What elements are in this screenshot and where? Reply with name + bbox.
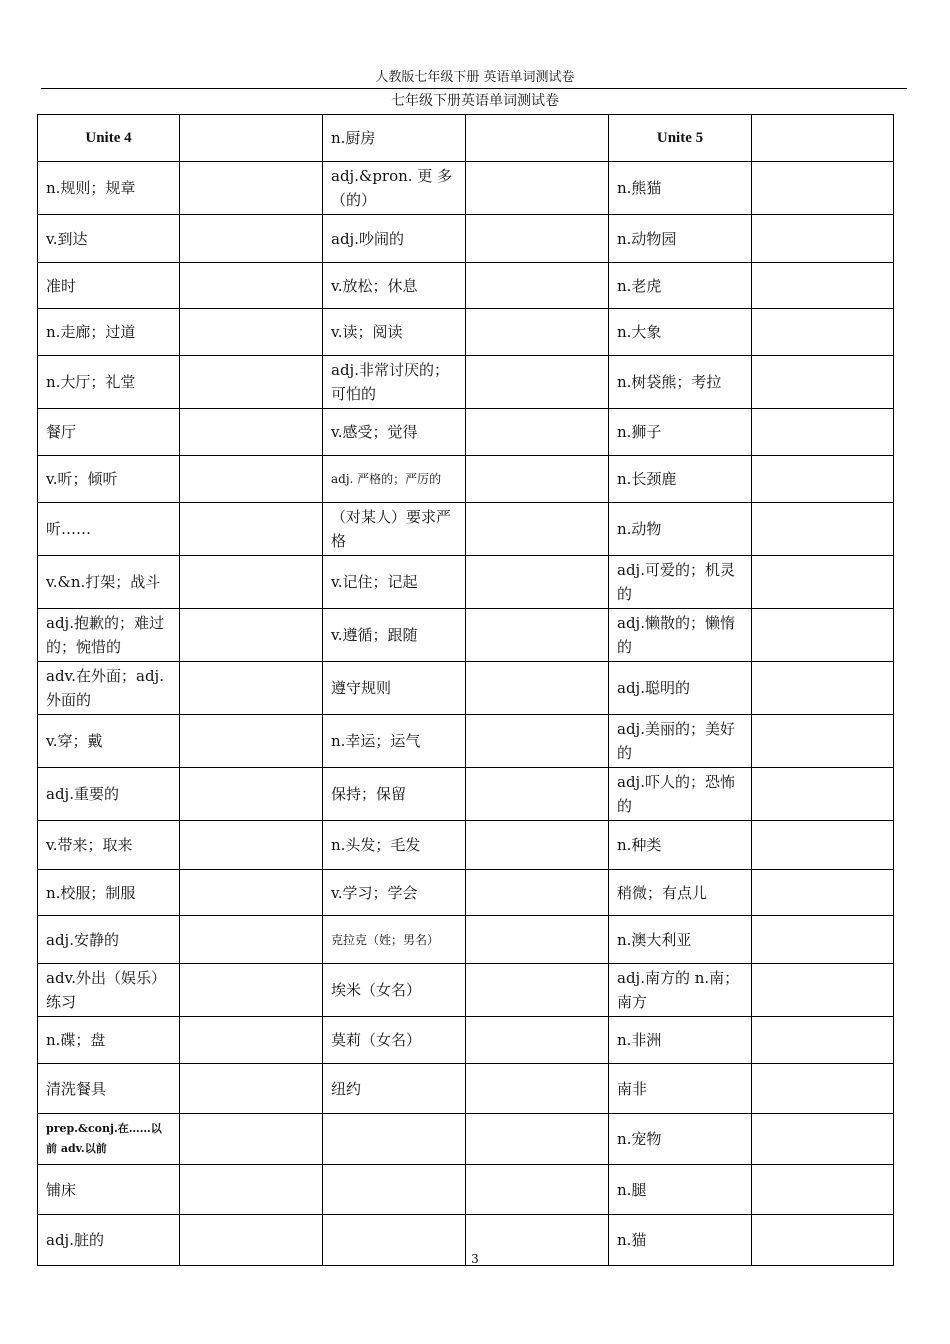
vocab-prompt: 铺床 bbox=[38, 1165, 180, 1215]
answer-cell[interactable] bbox=[466, 409, 609, 456]
vocab-prompt: v.到达 bbox=[38, 215, 180, 263]
vocab-prompt: 克拉克（姓；男名） bbox=[323, 916, 466, 964]
table-row bbox=[38, 768, 894, 821]
answer-cell[interactable] bbox=[752, 821, 894, 870]
answer-cell[interactable] bbox=[752, 1114, 894, 1165]
answer-cell[interactable] bbox=[752, 1165, 894, 1215]
answer-cell[interactable] bbox=[752, 215, 894, 263]
vocab-prompt: 准时 bbox=[38, 263, 180, 309]
header-rule bbox=[41, 88, 907, 89]
vocab-prompt: adj.南方的 n.南；南方 bbox=[609, 964, 752, 1017]
vocab-prompt: adj.非常讨厌的；可怕的 bbox=[323, 356, 466, 409]
answer-cell[interactable] bbox=[752, 309, 894, 356]
answer-cell[interactable] bbox=[466, 456, 609, 503]
answer-cell[interactable] bbox=[180, 1114, 323, 1165]
vocab-prompt: n.熊猫 bbox=[609, 162, 752, 215]
vocab-prompt: v.感受；觉得 bbox=[323, 409, 466, 456]
answer-cell[interactable] bbox=[466, 768, 609, 821]
vocab-prompt: 埃米（女名） bbox=[323, 964, 466, 1017]
vocab-prompt: n.长颈鹿 bbox=[609, 456, 752, 503]
answer-cell[interactable] bbox=[752, 662, 894, 715]
vocab-prompt: v.学习；学会 bbox=[323, 870, 466, 916]
vocab-prompt: v.&n.打架；战斗 bbox=[38, 556, 180, 609]
vocab-prompt: n.非洲 bbox=[609, 1017, 752, 1064]
vocab-prompt: n.头发；毛发 bbox=[323, 821, 466, 870]
answer-cell[interactable] bbox=[466, 162, 609, 215]
vocab-prompt: v.带来；取来 bbox=[38, 821, 180, 870]
vocab-prompt: n.宠物 bbox=[609, 1114, 752, 1165]
vocab-prompt: n.动物园 bbox=[609, 215, 752, 263]
vocab-prompt: adj.抱歉的；难过的；惋惜的 bbox=[38, 609, 180, 662]
answer-cell[interactable] bbox=[466, 356, 609, 409]
answer-cell[interactable] bbox=[466, 556, 609, 609]
answer-cell[interactable] bbox=[752, 715, 894, 768]
answer-cell[interactable] bbox=[752, 916, 894, 964]
vocab-prompt: adv.在外面；adj.外面的 bbox=[38, 662, 180, 715]
answer-cell[interactable] bbox=[752, 263, 894, 309]
table-row bbox=[38, 263, 894, 309]
answer-cell[interactable] bbox=[752, 768, 894, 821]
vocab-prompt: adj.重要的 bbox=[38, 768, 180, 821]
answer-cell[interactable] bbox=[180, 309, 323, 356]
table-row bbox=[38, 556, 894, 609]
answer-cell[interactable] bbox=[752, 409, 894, 456]
vocab-prompt: n.校服；制服 bbox=[38, 870, 180, 916]
answer-cell[interactable] bbox=[752, 356, 894, 409]
vocab-prompt: adv.外出（娱乐）练习 bbox=[38, 964, 180, 1017]
vocab-prompt: n.狮子 bbox=[609, 409, 752, 456]
table-row bbox=[38, 162, 894, 215]
table-row bbox=[38, 870, 894, 916]
vocab-prompt: adj.&pron. 更 多（的） bbox=[323, 162, 466, 215]
answer-cell[interactable] bbox=[466, 309, 609, 356]
answer-cell[interactable] bbox=[466, 821, 609, 870]
answer-cell[interactable] bbox=[180, 964, 323, 1017]
answer-cell[interactable] bbox=[466, 1165, 609, 1215]
answer-cell[interactable] bbox=[466, 609, 609, 662]
vocab-prompt: prep.&conj.在……以前 adv.以前 bbox=[38, 1114, 180, 1165]
table-row bbox=[38, 715, 894, 768]
vocab-prompt: n.树袋熊；考拉 bbox=[609, 356, 752, 409]
answer-cell[interactable] bbox=[180, 1017, 323, 1064]
table-row bbox=[38, 503, 894, 556]
vocab-prompt: 清洗餐具 bbox=[38, 1064, 180, 1114]
table-row bbox=[38, 821, 894, 870]
answer-cell[interactable] bbox=[180, 916, 323, 964]
vocab-prompt: n.种类 bbox=[609, 821, 752, 870]
answer-cell[interactable] bbox=[752, 870, 894, 916]
answer-cell[interactable] bbox=[180, 215, 323, 263]
page-number: 3 bbox=[471, 1252, 479, 1266]
vocab-prompt: v.遵循；跟随 bbox=[323, 609, 466, 662]
running-header: 人教版七年级下册 英语单词测试卷 bbox=[375, 70, 575, 85]
answer-cell[interactable] bbox=[180, 263, 323, 309]
answer-cell[interactable] bbox=[466, 964, 609, 1017]
answer-cell[interactable] bbox=[752, 503, 894, 556]
answer-cell[interactable] bbox=[180, 556, 323, 609]
answer-cell[interactable] bbox=[752, 115, 894, 162]
vocab-prompt: n.幸运；运气 bbox=[323, 715, 466, 768]
vocab-prompt: 稍微；有点儿 bbox=[609, 870, 752, 916]
answer-cell[interactable] bbox=[466, 215, 609, 263]
answer-cell[interactable] bbox=[180, 162, 323, 215]
table-row bbox=[38, 1064, 894, 1114]
vocab-prompt: 莫莉（女名） bbox=[323, 1017, 466, 1064]
vocab-prompt: （对某人）要求严格 bbox=[323, 503, 466, 556]
answer-cell[interactable] bbox=[466, 870, 609, 916]
vocab-prompt: adj.安静的 bbox=[38, 916, 180, 964]
answer-cell[interactable] bbox=[180, 456, 323, 503]
vocab-prompt: n.澳大利亚 bbox=[609, 916, 752, 964]
vocab-prompt: adj.美丽的；美好的 bbox=[609, 715, 752, 768]
answer-cell[interactable] bbox=[466, 662, 609, 715]
answer-cell[interactable] bbox=[466, 115, 609, 162]
vocab-prompt: n.动物 bbox=[609, 503, 752, 556]
answer-cell[interactable] bbox=[180, 356, 323, 409]
answer-cell[interactable] bbox=[752, 609, 894, 662]
vocabulary-table bbox=[37, 114, 894, 1266]
answer-cell[interactable] bbox=[752, 1017, 894, 1064]
vocab-prompt: adj.懒散的；懒惰的 bbox=[609, 609, 752, 662]
vocab-prompt: 保持；保留 bbox=[323, 768, 466, 821]
vocab-prompt: n.大象 bbox=[609, 309, 752, 356]
answer-cell[interactable] bbox=[180, 715, 323, 768]
answer-cell[interactable] bbox=[752, 964, 894, 1017]
unit5-header: Unite 5 bbox=[609, 115, 752, 162]
vocab-prompt: n.老虎 bbox=[609, 263, 752, 309]
vocab-prompt: 南非 bbox=[609, 1064, 752, 1114]
table-row bbox=[38, 215, 894, 263]
vocab-prompt: adj.脏的 bbox=[38, 1215, 180, 1266]
answer-cell[interactable] bbox=[466, 1017, 609, 1064]
answer-cell[interactable] bbox=[180, 662, 323, 715]
vocab-prompt: v.记住；记起 bbox=[323, 556, 466, 609]
vocab-prompt: adj.聪明的 bbox=[609, 662, 752, 715]
answer-cell[interactable] bbox=[752, 1064, 894, 1114]
table-row bbox=[38, 964, 894, 1017]
table-row bbox=[38, 356, 894, 409]
answer-cell[interactable] bbox=[180, 115, 323, 162]
table-row bbox=[38, 609, 894, 662]
vocab-prompt: 纽约 bbox=[323, 1064, 466, 1114]
vocab-prompt: v.听；倾听 bbox=[38, 456, 180, 503]
vocab-prompt: adj.吓人的；恐怖的 bbox=[609, 768, 752, 821]
answer-cell[interactable] bbox=[466, 916, 609, 964]
vocab-prompt: n.走廊；过道 bbox=[38, 309, 180, 356]
table-row bbox=[38, 916, 894, 964]
table-row bbox=[38, 1017, 894, 1064]
answer-cell[interactable] bbox=[180, 821, 323, 870]
answer-cell[interactable] bbox=[180, 1165, 323, 1215]
vocab-prompt: n.猫 bbox=[609, 1215, 752, 1266]
answer-cell[interactable] bbox=[752, 456, 894, 503]
answer-cell[interactable] bbox=[180, 409, 323, 456]
table-row bbox=[38, 1114, 894, 1165]
vocab-prompt: n.碟；盘 bbox=[38, 1017, 180, 1064]
table-row bbox=[38, 456, 894, 503]
vocab-prompt: 餐厅 bbox=[38, 409, 180, 456]
table-row bbox=[38, 1165, 894, 1215]
vocab-prompt: adj. 严格的；严厉的 bbox=[323, 456, 466, 503]
answer-cell[interactable] bbox=[466, 1114, 609, 1165]
vocab-prompt: n.大厅；礼堂 bbox=[38, 356, 180, 409]
vocab-prompt: adj.吵闹的 bbox=[323, 215, 466, 263]
answer-cell[interactable] bbox=[180, 870, 323, 916]
answer-cell[interactable] bbox=[752, 162, 894, 215]
vocab-prompt: v.读；阅读 bbox=[323, 309, 466, 356]
vocab-prompt: adj.可爱的；机灵的 bbox=[609, 556, 752, 609]
table-row bbox=[38, 309, 894, 356]
answer-cell[interactable] bbox=[466, 715, 609, 768]
vocab-prompt: n.厨房 bbox=[323, 115, 466, 162]
answer-cell[interactable] bbox=[180, 609, 323, 662]
vocab-prompt bbox=[323, 1114, 466, 1165]
vocab-prompt bbox=[323, 1165, 466, 1215]
answer-cell[interactable] bbox=[466, 503, 609, 556]
vocab-prompt: v.放松；休息 bbox=[323, 263, 466, 309]
answer-cell[interactable] bbox=[466, 1064, 609, 1114]
vocab-prompt: v.穿；戴 bbox=[38, 715, 180, 768]
answer-cell[interactable] bbox=[752, 556, 894, 609]
answer-cell[interactable] bbox=[466, 263, 609, 309]
answer-cell[interactable] bbox=[180, 1064, 323, 1114]
vocab-prompt: 听…… bbox=[38, 503, 180, 556]
answer-cell[interactable] bbox=[180, 503, 323, 556]
unit4-header: Unite 4 bbox=[38, 115, 180, 162]
table-row bbox=[38, 409, 894, 456]
answer-cell[interactable] bbox=[180, 768, 323, 821]
vocab-prompt: n.腿 bbox=[609, 1165, 752, 1215]
vocab-prompt: 遵守规则 bbox=[323, 662, 466, 715]
document-title: 七年级下册英语单词测试卷 bbox=[391, 93, 559, 109]
table-header-row bbox=[38, 115, 894, 162]
table-row bbox=[38, 662, 894, 715]
vocab-prompt: n.规则；规章 bbox=[38, 162, 180, 215]
